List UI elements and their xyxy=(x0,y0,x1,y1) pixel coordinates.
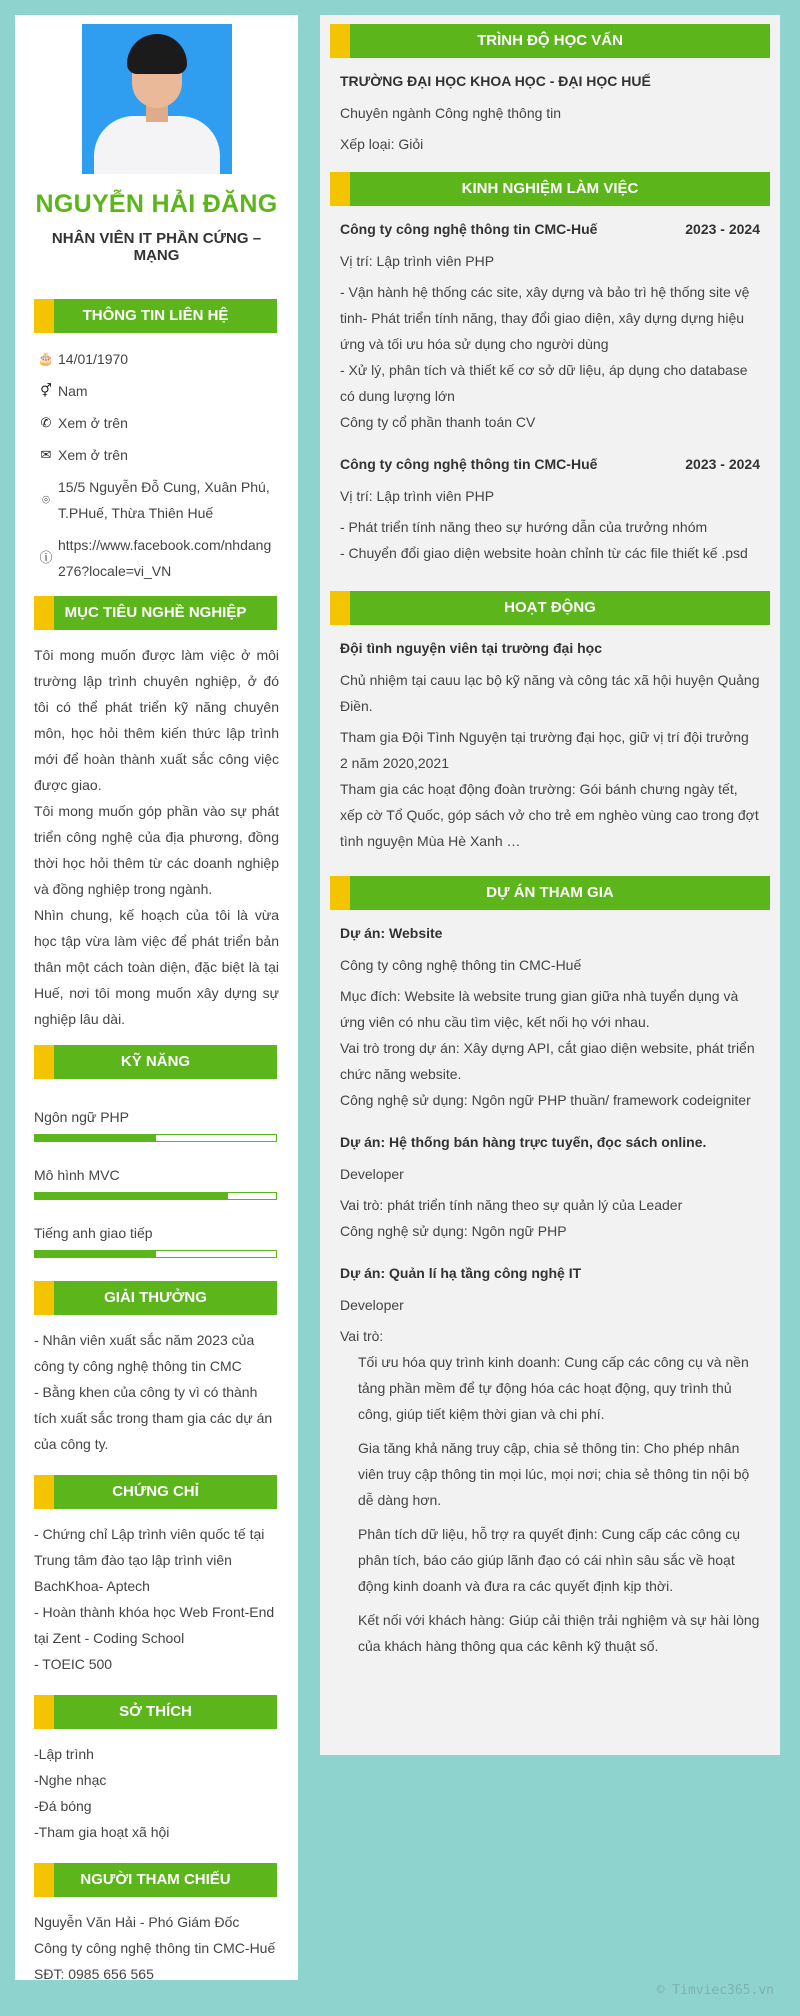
skill-bar xyxy=(34,1134,277,1142)
section-projects-header: DỰ ÁN THAM GIA xyxy=(330,876,770,910)
footer-credit: © Timviec365.vn xyxy=(656,1983,774,1998)
project-item: Dự án: Quản lí hạ tầng công nghệ IT Developer Vai trò: Tối ưu hóa quy trình kinh doanh: Cung cấp các công cụ và nền tảng phần mềm để tự động hóa các hoạt động, quy trình thủ công, giúp tiết kiệm thời gian và chi phí. Gia tăng khả năng truy cập, chia sẻ thông tin: Cho phép nhân viên truy cập thông tin mọi lúc, mọi nơi; chia sẻ thông tin nội bộ dễ dàng hơn. Phân tích dữ liệu, hỗ trợ ra quyết định: Cung cấp các công cụ phân tích, báo cáo giúp lãnh đạo có cái nhìn sâu sắc về hoạt động kinh doanh và đưa ra các quyết định kịp thời. Kết nối với khách hàng: Giúp cải thiện trải nghiệm và sự hài lòng của khách hàng thông qua các kênh kỹ thuật số. xyxy=(340,1265,760,1654)
experience-item: Công ty công nghệ thông tin CMC-Huế 2023 - 2024 Vị trí: Lập trình viên PHP - Vận hành hệ thống các site, xây dựng và bảo trì hệ thống site vệ tinh- Phát triển tính năng, thay đổi giao diện, xây dựng dựng hiệu ứng và tối ưu hóa sử dụng cho người dùng - Xử lý, phân tích và thiết kế cơ sở dữ liệu, áp dụng cho database có dung lượng lớn Công ty cổ phần thanh toán CV xyxy=(340,221,760,430)
awards-list: - Nhân viên xuất sắc năm 2023 của công ty công nghệ thông tin CMC - Bằng khen của công ty vì có thành tích xuất sắc trong tham gia các dự án của công ty. xyxy=(34,1332,273,1452)
education-block: TRƯỜNG ĐẠI HỌC KHOA HỌC - ĐẠI HỌC HUẾ Chuyên ngành Công nghệ thông tin Xếp loại: Giỏi xyxy=(330,70,770,157)
profile-role: NHÂN VIÊN IT PHẦN CỨNG – MẠNG xyxy=(51,230,262,264)
avatar xyxy=(82,24,232,174)
section-awards-header: GIẢI THƯỞNG xyxy=(34,1281,277,1315)
section-certificates-header: CHỨNG CHỈ xyxy=(34,1475,277,1509)
contact-list xyxy=(34,346,279,584)
info-icon: ⓘ xyxy=(39,550,53,565)
skills-list xyxy=(34,1107,279,1258)
section-activities-header: HOẠT ĐỘNG xyxy=(330,591,770,625)
skill-bar xyxy=(34,1192,277,1200)
profile-name: NGUYỄN HẢI ĐĂNG xyxy=(35,190,278,218)
section-hobbies-header: SỞ THÍCH xyxy=(34,1695,277,1729)
contact-gender: ⚥ Nam xyxy=(34,378,279,404)
cake-icon: 🎂 xyxy=(37,351,55,366)
contact-address: ⌾ 15/5 Nguyễn Đỗ Cung, Xuân Phú, T.PHuế, Thừa Thiên Huế xyxy=(34,474,279,526)
section-references-header: NGƯỜI THAM CHIẾU xyxy=(34,1863,277,1897)
references-list: Nguyễn Văn Hải - Phó Giám Đốc Công ty công nghệ thông tin CMC-Huế SĐT: 0985 656 565 xyxy=(34,1914,276,1982)
section-skills-header: KỸ NĂNG xyxy=(34,1045,277,1079)
contact-birthday: 🎂 14/01/1970 xyxy=(34,346,279,372)
section-experience-header: KINH NGHIỆM LÀM VIỆC xyxy=(330,172,770,206)
experience-list xyxy=(330,218,770,566)
project-item: Dự án: Website Công ty công nghệ thông tin CMC-Huế Mục đích: Website là website trung gian giữa nhà tuyển dụng và ứng viên có nhu cầu tìm việc, kết nối họ với nhau. Vai trò trong dự án: Xây dựng API, cắt giao diện website, phát triển chức năng website. Công nghệ sử dụng: Ngôn ngữ PHP thuần/ framework codeigniter xyxy=(340,925,755,1108)
contact-website[interactable]: ⓘ https://www.facebook.com/nhdang276?locale=vi_VN xyxy=(34,532,279,584)
skill-item: Ngôn ngữ PHP xyxy=(34,1107,279,1142)
section-contact-header: THÔNG TIN LIÊN HỆ xyxy=(34,299,277,333)
location-pin-icon: ⌾ xyxy=(42,492,50,507)
certificates-list: - Chứng chỉ Lập trình viên quốc tế tại Trung tâm đào tạo lập trình viên BachKhoa- Aptech - Hoàn thành khóa học Web Front-End tại Zent - Coding School - TOEIC 500 xyxy=(34,1526,275,1672)
hobbies-list: -Lập trình -Nghe nhạc -Đá bóng -Tham gia hoạt xã hội xyxy=(34,1746,170,1840)
skill-item: Mô hình MVC xyxy=(34,1165,279,1200)
school-name: TRƯỜNG ĐẠI HỌC KHOA HỌC - ĐẠI HỌC HUẾ xyxy=(340,73,651,89)
left-column xyxy=(15,15,298,1980)
skill-bar xyxy=(34,1250,277,1258)
contact-phone: ✆ Xem ở trên xyxy=(34,410,279,436)
right-column xyxy=(320,15,780,1755)
experience-item: Công ty công nghệ thông tin CMC-Huế 2023 - 2024 Vị trí: Lập trình viên PHP - Phát triển tính năng theo sự hướng dẫn của trưởng nhóm - Chuyển đổi giao diện website hoàn chỉnh từ các file thiết kế .psd xyxy=(340,456,760,561)
skill-item: Tiếng anh giao tiếp xyxy=(34,1223,279,1258)
phone-icon: ✆ xyxy=(40,415,52,430)
section-education-header: TRÌNH ĐỘ HỌC VẤN xyxy=(330,24,770,58)
envelope-icon: ✉ xyxy=(40,447,52,462)
project-item: Dự án: Hệ thống bán hàng trực tuyến, đọc sách online. Developer Vai trò: phát triển tính năng theo sự quản lý của Leader Công nghệ sử dụng: Ngôn ngữ PHP xyxy=(340,1134,707,1239)
objective-text: Tôi mong muốn được làm việc ở môi trường lập trình chuyên nghiệp, ở đó tôi có thể phát triển kỹ năng chuyên môn, học hỏi thêm kiến thức lập trình mới để hoàn thành xuất sắc công việc được giao. Tôi mong muốn góp phần vào sự phát triển công nghệ của địa phương, đồng thời học hỏi thêm từ các doanh nghiệp và đồng nghiệp trong ngành. Nhìn chung, kế hoạch của tôi là vừa học tập vừa làm việc để phát triển bản thân một cách toàn diện, đặc biệt là tại Huế, nơi tôi mong muốn xây dựng sự nghiệp lâu dài. xyxy=(34,647,279,1027)
activities-block: Đội tình nguyện viên tại trường đại học Chủ nhiệm tại cauu lạc bộ kỹ năng và công tác xã hội huyện Quảng Điền. Tham gia Đội Tình Nguyện tại trường đại học, giữ vị trí đội trưởng 2 năm 2020,2021 Tham gia các hoạt động đoàn trường: Gói bánh chưng ngày tết, xếp cờ Tổ Quốc, góp sách vở cho trẻ em nghèo vùng cao trong đợt tình nguyện Mùa Hè Xanh … xyxy=(340,640,760,849)
projects-list xyxy=(330,922,770,1659)
section-objective-header: MỤC TIÊU NGHỀ NGHIỆP xyxy=(34,596,277,630)
contact-email: ✉ Xem ở trên xyxy=(34,442,279,468)
gender-icon: ⚥ xyxy=(40,383,52,398)
